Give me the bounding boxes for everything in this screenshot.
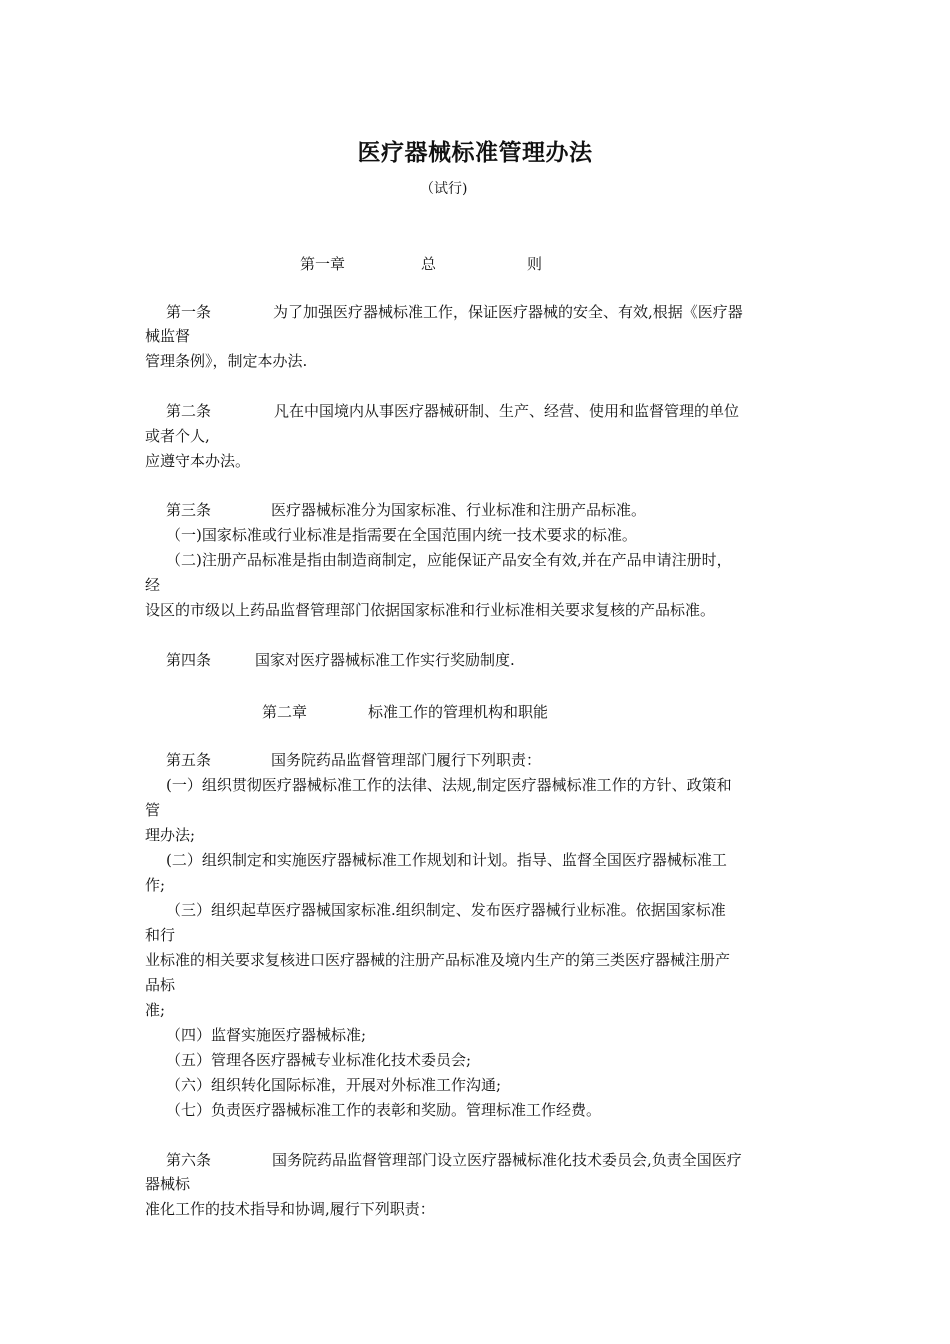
document-title: 医疗器械标准管理办法	[357, 139, 593, 166]
article1-line1: 为了加强医疗器械标准工作，保证医疗器械的安全、有效,根据《医疗器	[273, 303, 743, 321]
article5-item1-cont2: 理办法;	[145, 826, 196, 844]
article2-line2: 或者个人,	[145, 427, 210, 445]
chapter1-name-part1: 总	[421, 255, 437, 273]
article3-label: 第三条	[166, 501, 212, 519]
article5-item3: （三）组织起草医疗器械国家标准.组织制定、发布医疗器械行业标准。依据国家标准	[166, 901, 726, 919]
chapter2-name: 标准工作的管理机构和职能	[368, 703, 549, 721]
article1-line2: 械监督	[145, 327, 191, 345]
article3-line1: 医疗器械标准分为国家标准、行业标准和注册产品标准。	[271, 501, 647, 519]
article5-label: 第五条	[166, 751, 212, 769]
chapter2-number: 第二章	[262, 703, 308, 721]
article5-item3-cont2: 业标准的相关要求复核进口医疗器械的注册产品标准及境内生产的第三类医疗器械注册产	[145, 951, 731, 969]
article3-item2: （二)注册产品标准是指由制造商制定，应能保证产品安全有效,并在产品申请注册时，	[166, 551, 732, 569]
article5-item1: (一）组织贯彻医疗器械标准工作的法律、法规,制定医疗器械标准工作的方针、政策和	[166, 776, 732, 794]
article5-line1: 国务院药品监督管理部门履行下列职责：	[271, 751, 542, 769]
article4-line1: 国家对医疗器械标准工作实行奖励制度.	[255, 651, 515, 669]
article5-item1-cont1: 管	[145, 801, 161, 819]
article6-line2: 器械标	[145, 1175, 191, 1193]
article3-item1: （一)国家标准或行业标准是指需要在全国范围内统一技术要求的标准。	[166, 526, 637, 544]
article5-item4: （四）监督实施医疗器械标准;	[166, 1026, 367, 1044]
article1-line3: 管理条例》，制定本办法.	[145, 352, 308, 370]
article3-item2-cont1: 经	[145, 576, 161, 594]
chapter1-number: 第一章	[300, 255, 346, 273]
article6-line3: 准化工作的技术指导和协调,履行下列职责：	[145, 1200, 435, 1218]
article5-item3-cont3: 品标	[145, 976, 176, 994]
article5-item2: (二）组织制定和实施医疗器械标准工作规划和计划。指导、监督全国医疗器械标准工	[166, 851, 727, 869]
article5-item6: （六）组织转化国际标准，开展对外标准工作沟通;	[166, 1076, 502, 1094]
article6-label: 第六条	[166, 1151, 212, 1169]
article5-item3-cont4: 准;	[145, 1001, 166, 1019]
article5-item3-cont1: 和行	[145, 926, 176, 944]
chapter1-name-part2: 则	[527, 255, 543, 273]
article2-line1: 凡在中国境内从事医疗器械研制、生产、经营、使用和监督管理的单位	[274, 402, 740, 420]
article4-label: 第四条	[166, 651, 212, 669]
article1-label: 第一条	[166, 303, 212, 321]
document-subtitle: （试行)	[420, 181, 468, 197]
article5-item2-cont1: 作;	[145, 876, 166, 894]
article5-item7: （七）负责医疗器械标准工作的表彰和奖励。管理标准工作经费。	[166, 1101, 602, 1119]
article3-item2-cont2: 设区的市级以上药品监督管理部门依据国家标准和行业标准相关要求复核的产品标准。	[145, 601, 716, 619]
article2-label: 第二条	[166, 402, 212, 420]
article5-item5: （五）管理各医疗器械专业标准化技术委员会;	[166, 1051, 472, 1069]
article2-line3: 应遵守本办法。	[145, 452, 251, 470]
article6-line1: 国务院药品监督管理部门设立医疗器械标准化技术委员会,负责全国医疗	[272, 1151, 742, 1169]
